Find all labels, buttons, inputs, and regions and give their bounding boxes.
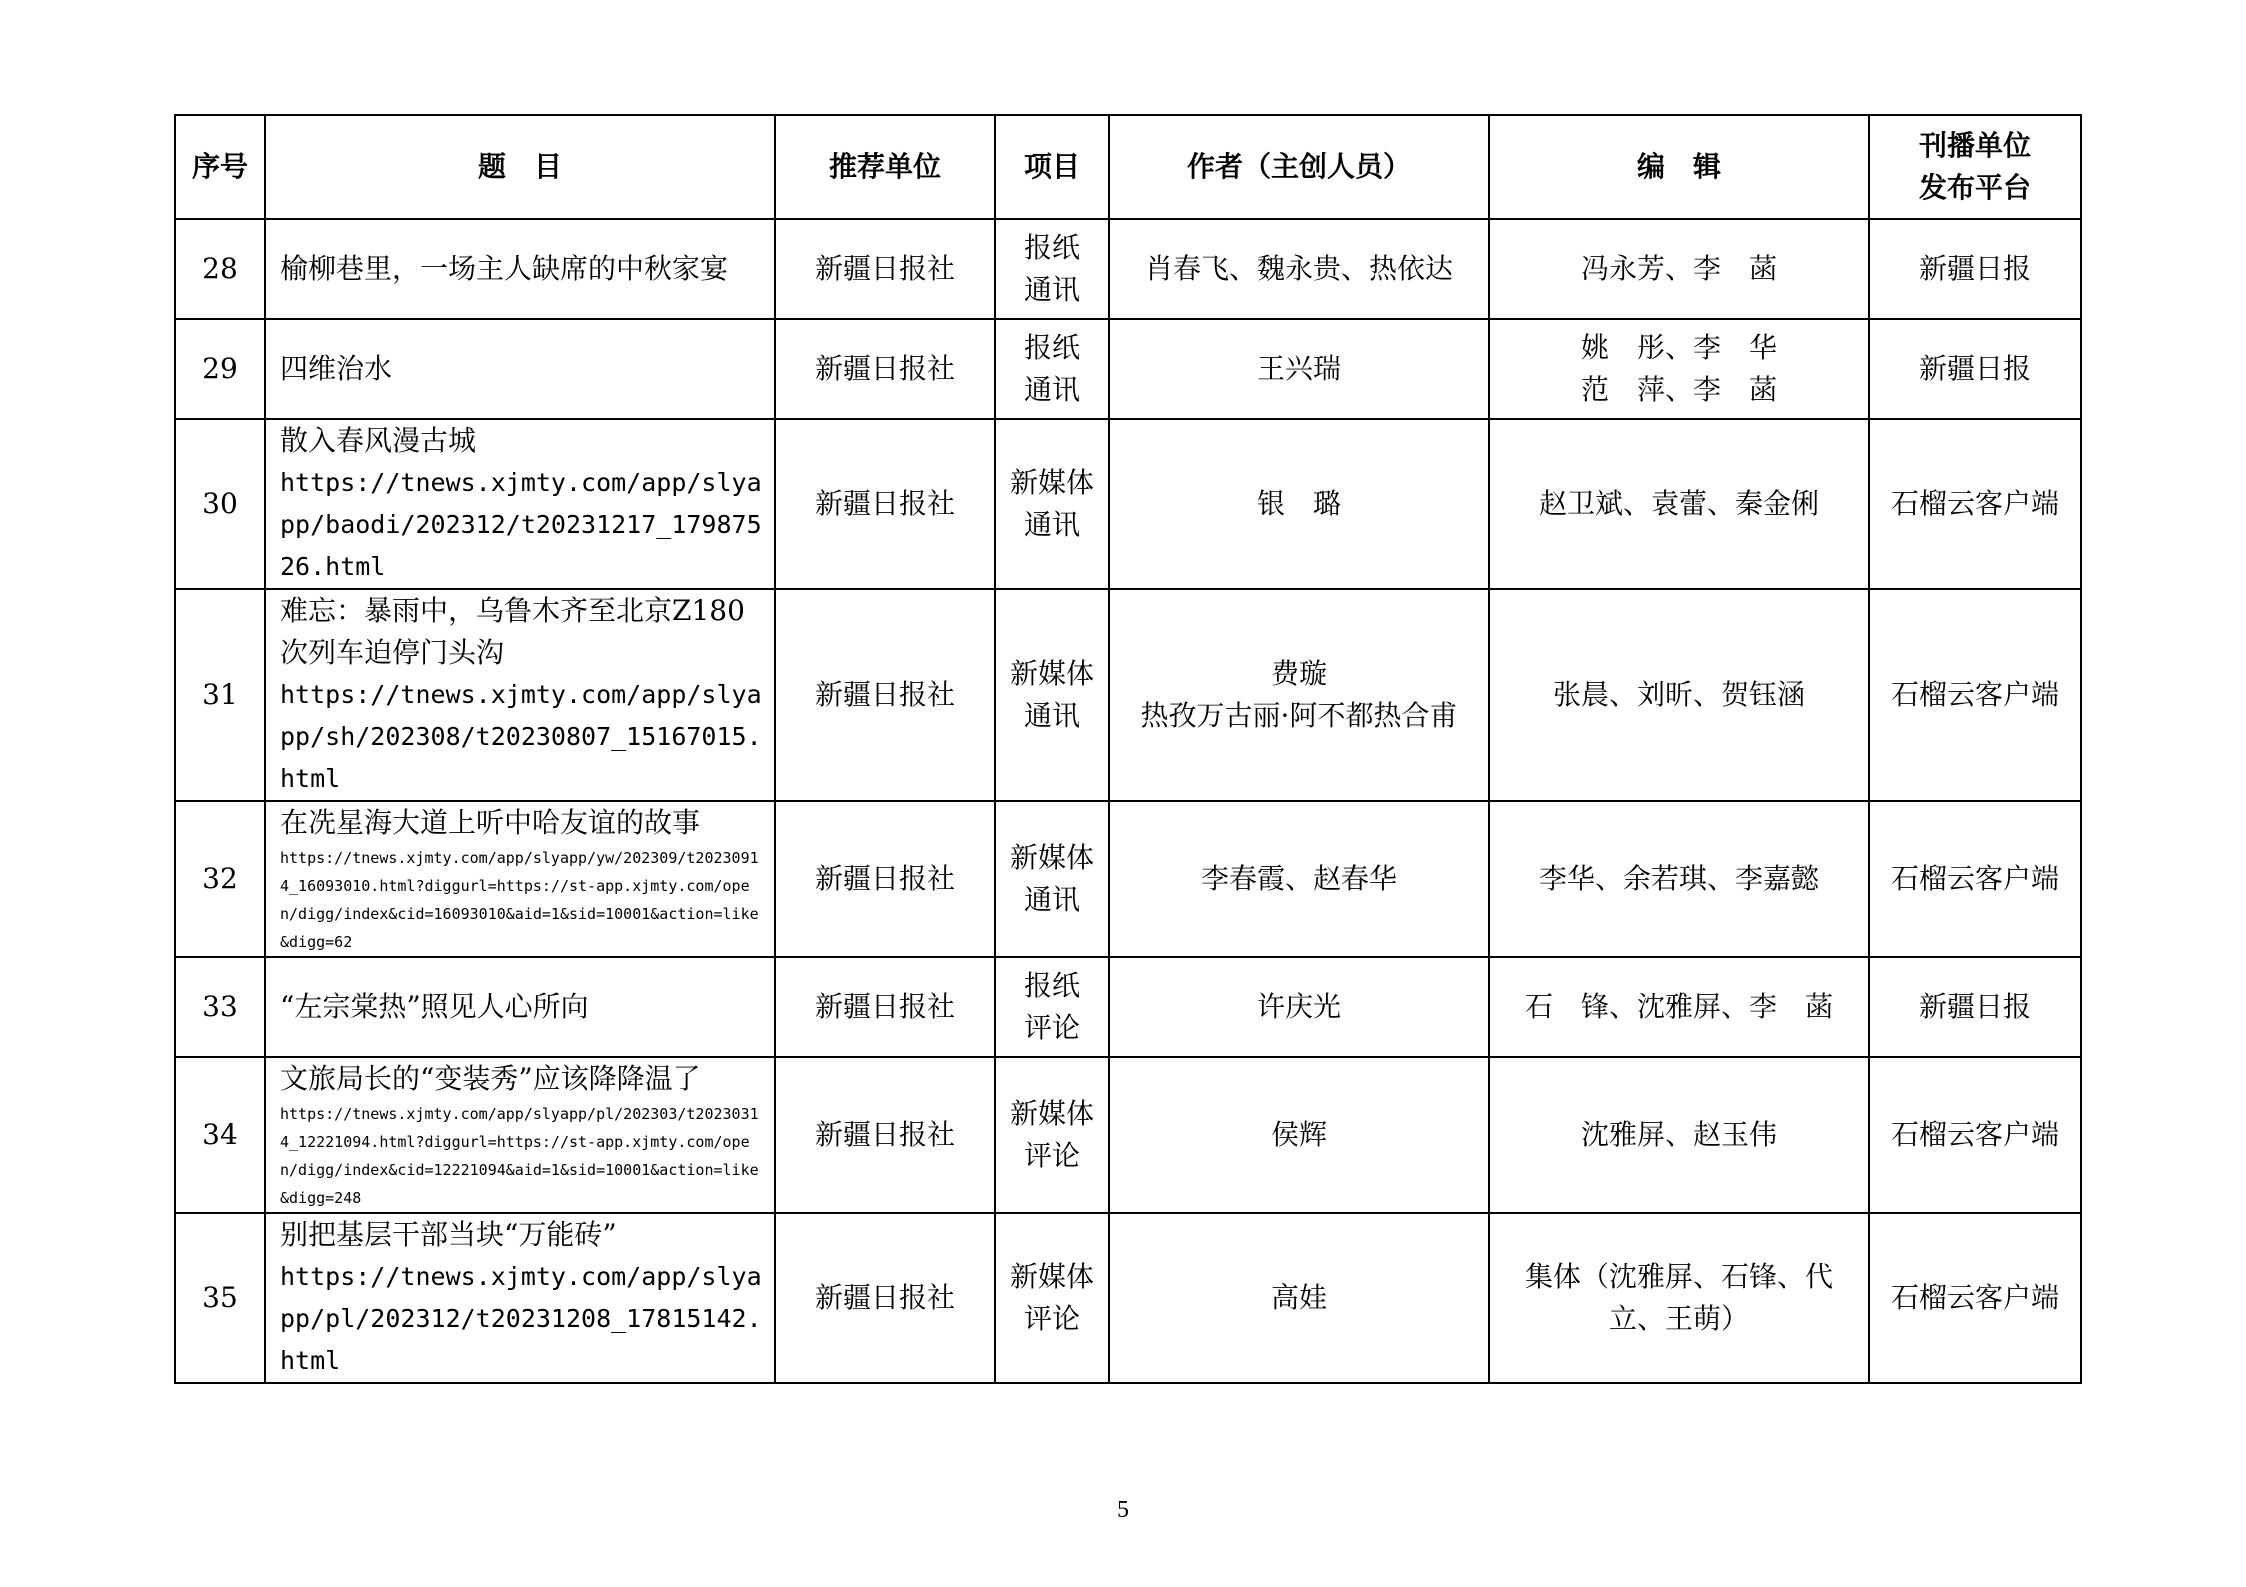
- publisher-cell: 石榴云客户端: [1869, 1213, 2081, 1383]
- project-cell: [995, 1057, 1109, 1213]
- table-row: [175, 957, 2081, 1057]
- editor-line2: 范 萍、李 菡: [1580, 373, 1777, 406]
- title-cell: [265, 1213, 775, 1383]
- editor-line1: 姚 彤、李 华: [1580, 331, 1777, 364]
- header-recommender: 推荐单位: [775, 115, 995, 219]
- title-url: https://tnews.xjmty.com/app/slyapp/sh/202308/t20230807_15167015.html: [280, 680, 762, 793]
- publisher-cell: 石榴云客户端: [1869, 419, 2081, 589]
- title-url: https://tnews.xjmty.com/app/slyapp/yw/202309/t20230914_16093010.html?diggurl=https://st-app.xjmty.com/open/digg/index&cid=16093010&aid=1&sid=10001&action=like&digg=62: [280, 849, 759, 951]
- editor-cell: 集体（沈雅屏、石锋、代立、王萌）: [1489, 1213, 1869, 1383]
- title-text: 难忘：暴雨中，乌鲁木齐至北京Z180次列车迫停门头沟: [280, 594, 745, 669]
- table-row: [175, 219, 2081, 319]
- recommender-cell: 新疆日报社: [775, 319, 995, 419]
- seq-cell: 30: [175, 419, 265, 589]
- publisher-cell: 新疆日报: [1869, 219, 2081, 319]
- author-cell: 肖春飞、魏永贵、热依达: [1109, 219, 1489, 319]
- editor-cell: 石 锋、沈雅屏、李 菡: [1489, 957, 1869, 1057]
- author-cell: 银 璐: [1109, 419, 1489, 589]
- title-cell: [265, 219, 775, 319]
- recommender-cell: 新疆日报社: [775, 589, 995, 801]
- publisher-cell: 新疆日报: [1869, 957, 2081, 1057]
- recommender-cell: 新疆日报社: [775, 1057, 995, 1213]
- title-cell: [265, 801, 775, 957]
- publisher-cell: 石榴云客户端: [1869, 801, 2081, 957]
- title-cell: [265, 419, 775, 589]
- header-publisher-line2: 发布平台: [1918, 171, 2031, 204]
- seq-cell: 33: [175, 957, 265, 1057]
- header-row: [175, 115, 2081, 219]
- seq-cell: 29: [175, 319, 265, 419]
- page-number: 5: [1117, 1497, 1129, 1523]
- project-cell: [995, 589, 1109, 801]
- author-cell: 许庆光: [1109, 957, 1489, 1057]
- title-text: 榆柳巷里，一场主人缺席的中秋家宴: [280, 252, 729, 285]
- project-line1: 报纸: [1023, 331, 1080, 364]
- table-row: [175, 1057, 2081, 1213]
- publisher-cell: 石榴云客户端: [1869, 1057, 2081, 1213]
- publisher-cell: 新疆日报: [1869, 319, 2081, 419]
- title-cell: [265, 1057, 775, 1213]
- award-table: [174, 114, 2082, 1384]
- recommender-cell: 新疆日报社: [775, 1213, 995, 1383]
- header-author: 作者（主创人员）: [1109, 115, 1489, 219]
- seq-cell: 31: [175, 589, 265, 801]
- recommender-cell: 新疆日报社: [775, 419, 995, 589]
- project-line2: 通讯: [1023, 373, 1080, 406]
- editor-cell: 李华、余若琪、李嘉懿: [1489, 801, 1869, 957]
- editor-cell: 张晨、刘昕、贺钰涵: [1489, 589, 1869, 801]
- header-publisher: [1869, 115, 2081, 219]
- title-text: 别把基层干部当块“万能砖”: [280, 1218, 617, 1251]
- project-line2: 评论: [1023, 1139, 1080, 1172]
- author-cell: 高娃: [1109, 1213, 1489, 1383]
- seq-cell: 34: [175, 1057, 265, 1213]
- author-line1: 费璇: [1270, 657, 1327, 690]
- title-text: 四维治水: [280, 352, 393, 385]
- title-text: “左宗棠热”照见人心所向: [280, 990, 589, 1023]
- project-line1: 新媒体: [1009, 841, 1094, 874]
- author-cell: 侯辉: [1109, 1057, 1489, 1213]
- project-cell: [995, 1213, 1109, 1383]
- title-url: https://tnews.xjmty.com/app/slyapp/pl/202312/t20231208_17815142.html: [280, 1262, 762, 1375]
- title-url: https://tnews.xjmty.com/app/slyapp/baodi/202312/t20231217_17987526.html: [280, 468, 762, 581]
- header-seq: 序号: [175, 115, 265, 219]
- project-line2: 通讯: [1023, 883, 1080, 916]
- project-line2: 评论: [1023, 1011, 1080, 1044]
- seq-cell: 32: [175, 801, 265, 957]
- title-text: 文旅局长的“变装秀”应该降降温了: [280, 1062, 701, 1095]
- editor-cell: [1489, 319, 1869, 419]
- title-text: 在冼星海大道上听中哈友谊的故事: [280, 806, 701, 839]
- project-line1: 报纸: [1023, 969, 1080, 1002]
- recommender-cell: 新疆日报社: [775, 957, 995, 1057]
- table-row: [175, 589, 2081, 801]
- seq-cell: 28: [175, 219, 265, 319]
- project-line1: 新媒体: [1009, 466, 1094, 499]
- project-line1: 新媒体: [1009, 1097, 1094, 1130]
- author-cell: 王兴瑞: [1109, 319, 1489, 419]
- table-row: [175, 1213, 2081, 1383]
- title-text: 散入春风漫古城: [280, 424, 477, 457]
- project-line2: 通讯: [1023, 699, 1080, 732]
- project-line1: 报纸: [1023, 231, 1080, 264]
- project-line2: 通讯: [1023, 273, 1080, 306]
- seq-cell: 35: [175, 1213, 265, 1383]
- editor-cell: 赵卫斌、袁蕾、秦金俐: [1489, 419, 1869, 589]
- project-cell: [995, 419, 1109, 589]
- author-cell: [1109, 589, 1489, 801]
- project-cell: [995, 957, 1109, 1057]
- table-row: [175, 319, 2081, 419]
- author-line2: 热孜万古丽·阿不都热合甫: [1140, 699, 1458, 732]
- table-row: [175, 801, 2081, 957]
- header-publisher-line1: 刊播单位: [1918, 129, 2031, 162]
- publisher-cell: 石榴云客户端: [1869, 589, 2081, 801]
- project-cell: [995, 219, 1109, 319]
- project-line2: 通讯: [1023, 508, 1080, 541]
- header-title: 题 目: [265, 115, 775, 219]
- project-cell: [995, 319, 1109, 419]
- title-url: https://tnews.xjmty.com/app/slyapp/pl/202303/t20230314_12221094.html?diggurl=https://st-app.xjmty.com/open/digg/index&cid=12221094&aid=1&sid=10001&action=like&digg=248: [280, 1105, 759, 1207]
- table-row: [175, 419, 2081, 589]
- editor-cell: 沈雅屏、赵玉伟: [1489, 1057, 1869, 1213]
- title-cell: [265, 589, 775, 801]
- project-cell: [995, 801, 1109, 957]
- recommender-cell: 新疆日报社: [775, 801, 995, 957]
- header-editor: 编 辑: [1489, 115, 1869, 219]
- title-cell: [265, 319, 775, 419]
- project-line2: 评论: [1023, 1302, 1080, 1335]
- editor-cell: 冯永芳、李 菡: [1489, 219, 1869, 319]
- project-line1: 新媒体: [1009, 657, 1094, 690]
- author-cell: 李春霞、赵春华: [1109, 801, 1489, 957]
- title-cell: [265, 957, 775, 1057]
- recommender-cell: 新疆日报社: [775, 219, 995, 319]
- header-project: 项目: [995, 115, 1109, 219]
- project-line1: 新媒体: [1009, 1260, 1094, 1293]
